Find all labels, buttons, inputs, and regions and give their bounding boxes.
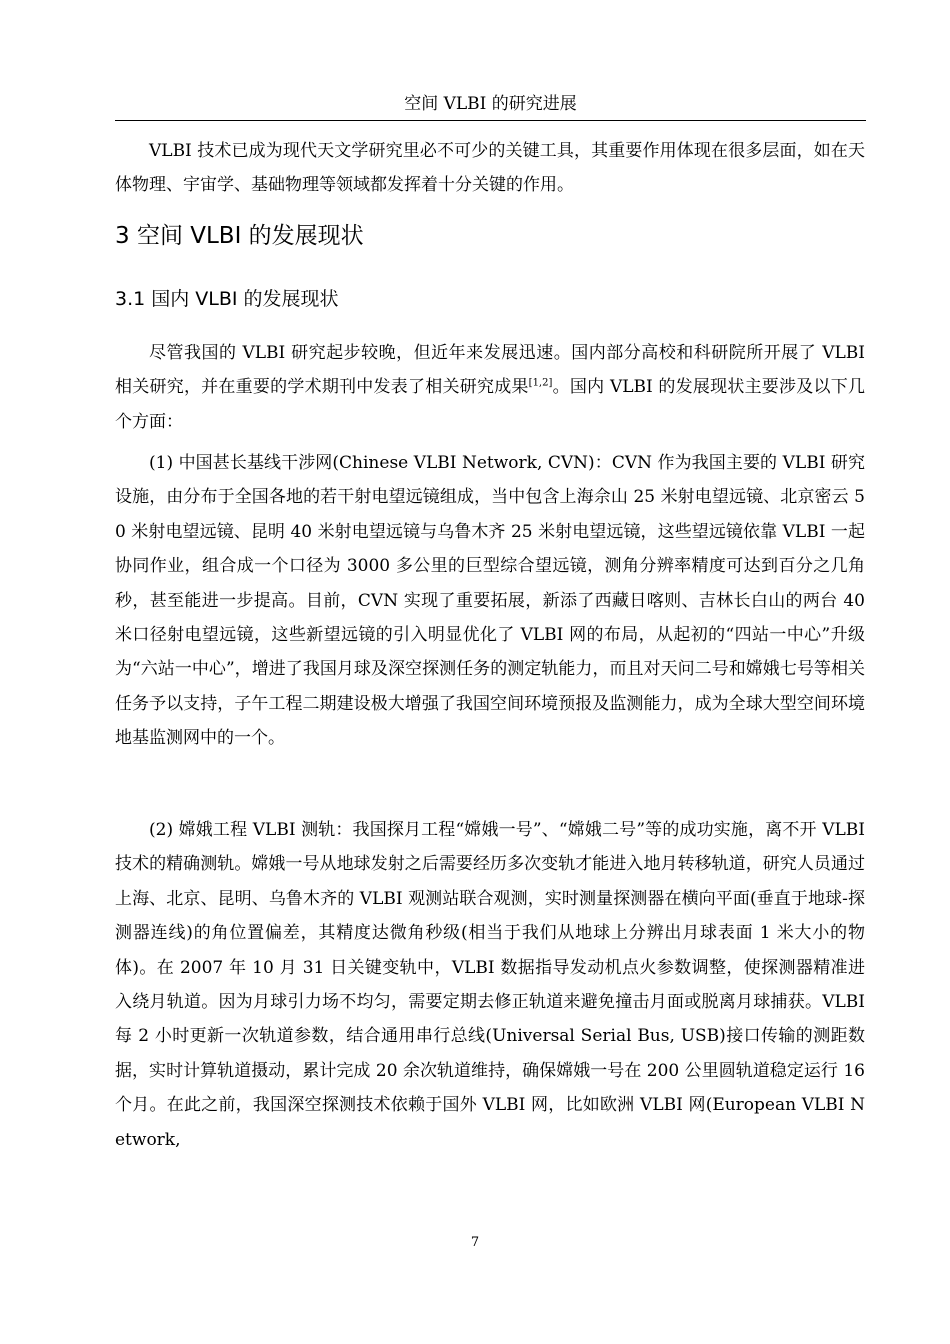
running-header-title: 空间 VLBI 的研究进展 xyxy=(404,94,577,114)
paragraph-text-before-citation: 尽管我国的 VLBI 研究起步较晚，但近年来发展迅速。国内部分高校和科研院所开展了 VLBI 相关研究，并在重要的学术期刊中发表了相关研究成果 xyxy=(115,343,865,398)
subsection-heading: 3.1 国内 VLBI 的发展现状 xyxy=(115,288,339,310)
page-number: 7 xyxy=(470,1235,480,1250)
header-divider xyxy=(115,120,866,121)
citation-marker: [1,2] xyxy=(528,377,553,389)
section-heading: 3 空间 VLBI 的发展现状 xyxy=(115,223,364,249)
paragraph-domestic-overview xyxy=(115,336,865,439)
intro-paragraph: VLBI 技术已成为现代天文学研究里必不可少的关键工具，其重要作用体现在很多层面，如在天体物理、宇宙学、基础物理等领域都发挥着十分关键的作用。 xyxy=(115,141,865,196)
paragraph-cvn: (1) 中国甚长基线干涉网(Chinese VLBI Network, CVN)：CVN 作为我国主要的 VLBI 研究设施，由分布于全国各地的若干射电望远镜组成，当中包含上海佘山 25 米射电望远镜、北京密云 50 米射电望远镜、昆明 40 米射电望远镜与乌鲁木齐 25 米射电望远镜，这些望远镜依靠 VLBI 一起协同作业，组合成一个口径为 3000 多公里的巨型综合望远镜，测角分辨率精度可达到百分之几角秒，甚至能进一步提高。目前，CVN 实现了重要拓展，新添了西藏日喀则、吉林长白山的两台 40 米口径射电望远镜，这些新望远镜的引入明显优化了 VLBI 网的布局，从起初的“四站一中心”升级为“六站一中心”，增进了我国月球及深空探测任务的测定轨能力，而且对天问二号和嫦娥七号等相关任务予以支持，子午工程二期建设极大增强了我国空间环境预报及监测能力，成为全球大型空间环境地基监测网中的一个。 xyxy=(115,453,865,749)
paragraph-text-after-citation: 。国内 VLBI 的发展现状主要涉及以下几个方面： xyxy=(115,377,865,432)
paragraph-change-orbit: (2) 嫦娥工程 VLBI 测轨：我国探月工程“嫦娥一号”、“嫦娥二号”等的成功实施，离不开 VLBI 技术的精确测轨。嫦娥一号从地球发射之后需要经历多次变轨才能进入地月转移轨道，研究人员通过上海、北京、昆明、乌鲁木齐的 VLBI 观测站联合观测，实时测量探测器在横向平面(垂直于地球-探测器连线)的角位置偏差，其精度达微角秒级(相当于我们从地球上分辨出月球表面 1 米大小的物体)。在 2007 年 10 月 31 日关键变轨中，VLBI 数据指导发动机点火参数调整，使探测器精准进入绕月轨道。因为月球引力场不均匀，需要定期去修正轨道来避免撞击月面或脱离月球捕获。VLBI 每 2 小时更新一次轨道参数，结合通用串行总线(Universal Serial Bus, USB)接口传输的测距数据，实时计算轨道摄动，累计完成 20 余次轨道维持，确保嫦娥一号在 200 公里圆轨道稳定运行 16 个月。在此之前，我国深空探测技术依赖于国外 VLBI 网，比如欧洲 VLBI 网(European VLBI Network, xyxy=(115,820,865,1150)
